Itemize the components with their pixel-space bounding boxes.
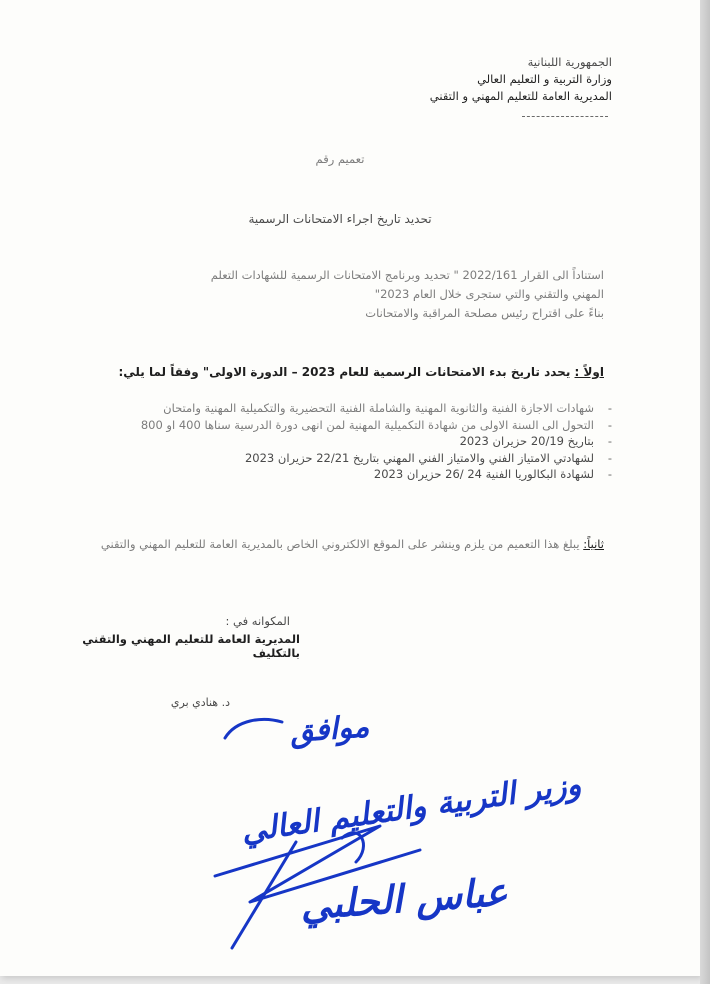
list-item: - شهادات الاجازة الفنية والثانوية المهنية والشاملة الفنية التحضيرية والتكميلية المهنية وامتحان xyxy=(72,400,612,417)
reference-line: المهني والتقني والتي ستجرى خلال العام 2023" xyxy=(374,287,604,301)
scan-edge-shadow xyxy=(700,0,710,984)
letterhead-country: الجمهورية اللبنانية xyxy=(527,55,612,69)
signer-name: د. هنادي بري xyxy=(170,696,230,709)
reference-line: بناءً على اقتراح رئيس مصلحة المراقبة والامتحانات xyxy=(365,306,604,320)
letterhead-ministry: وزارة التربية و التعليم العالي xyxy=(477,72,612,86)
handwritten-approval: موافق xyxy=(288,709,371,750)
list-item: - بتاريخ 20/19 حزيران 2023 xyxy=(72,433,612,450)
list-item: - لشهادة البكالوريا الفنية 24 /26 حزيران 2023 xyxy=(72,466,612,483)
list-item: - لشهادتي الامتياز الفني والامتياز الفني المهني بتاريخ 22/21 حزيران 2023 xyxy=(72,450,612,467)
list-item: - التحول الى السنة الاولى من شهادة التكميلية المهنية لمن انهى دورة الدرسية سناها 400 او 800 xyxy=(72,417,612,434)
reference-line: استناداً الى القرار 2022/161 " تحديد وبرنامج الامتحانات الرسمية للشهادات التعلم xyxy=(210,268,604,282)
article-two-label: ثانياً: xyxy=(583,537,604,551)
article-two-text: يبلغ هذا التعميم من يلزم وينشر على الموقع الالكتروني الخاص بالمديرية العامة للتعليم المهني والتقني xyxy=(100,537,584,551)
document-subject: تحديد تاريخ اجراء الامتحانات الرسمية xyxy=(248,212,432,226)
article-one-text: يحدد تاريخ بدء الامتحانات الرسمية للعام 2023 – الدورة الاولى" وفقاً لما يلي: xyxy=(118,365,575,379)
cc-label: المكوانه في : xyxy=(225,614,290,628)
letterhead-directorate: المديرية العامة للتعليم المهني و التقني xyxy=(429,89,612,103)
cc-recipient: المديرية العامة للتعليم المهني والتقني بالتكليف xyxy=(82,632,300,660)
circular-number: تعميم رقم xyxy=(315,152,365,166)
handwritten-minister-title: وزير التربية والتعليم العالي xyxy=(239,766,584,850)
handwritten-minister-name: عباس الحلبي xyxy=(298,868,510,929)
article-one-label: اولاً : xyxy=(574,365,604,379)
